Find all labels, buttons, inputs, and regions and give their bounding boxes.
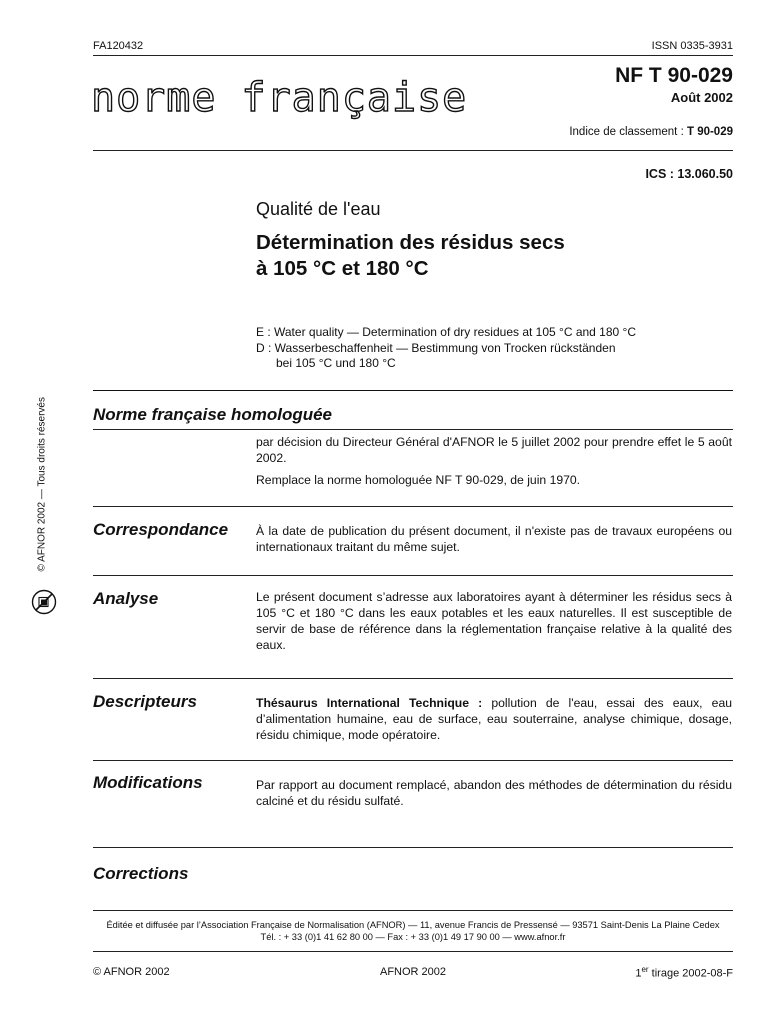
no-copy-stamp-icon	[31, 589, 57, 615]
header-divider	[93, 55, 733, 56]
issn-number: ISSN 0335-3931	[651, 40, 733, 52]
section-divider-3	[93, 575, 733, 576]
print-run-sup: er	[641, 965, 649, 974]
section-title-analyse: Analyse	[93, 589, 159, 608]
document-title-line-2: à 105 °C et 180 °C	[256, 257, 429, 280]
homologuee-decision-text: par décision du Directeur Général d'AFNOR le 5 juillet 2002 pour prendre effet le 5 août 2002.	[256, 435, 732, 465]
print-run	[533, 963, 733, 981]
document-title-line-1: Détermination des résidus secs	[256, 231, 565, 254]
analyse-text: Le présent document s’adresse aux laboratoires ayant à déterminer les résidus secs à 105 °C et 180 °C dans les eaux potables et les eaux naturelles. Il est susceptible de servir de base de référence dans la réglementation française relative à la qualité des eaux.	[256, 590, 732, 652]
footer-copyright: © AFNOR 2002	[93, 966, 170, 978]
section-divider-2	[93, 506, 733, 507]
german-title-line-2: bei 105 °C und 180 °C	[276, 356, 396, 370]
modifications-text: Par rapport au document remplacé, abandon des méthodes de détermination du résidu calciné et du résidu sulfaté.	[256, 778, 732, 808]
section-divider-5	[93, 760, 733, 761]
footer-divider-bottom	[93, 951, 733, 952]
standard-date: Août 2002	[670, 90, 733, 105]
descripteurs-text	[256, 695, 732, 743]
publisher-contact: Tél. : + 33 (0)1 41 62 80 00 — Fax : + 33 (0)1 49 17 90 00 — www.afnor.fr	[260, 932, 566, 942]
descripteurs-keywords: pollution de l'eau, essai des eaux, eau d’alimentation humaine, eau de surface, eau souterraine, analyse chimique, dosage, résidu chimique, mode opératoire.	[256, 696, 732, 742]
standard-number: NF T 90-029	[615, 64, 733, 87]
publisher-address: Éditée et diffusée par l’Association Française de Normalisation (AFNOR) — 11, avenue Francis de Pressensé — 93571 Saint-Denis La Plaine Cedex	[106, 920, 720, 930]
footer-divider-top	[93, 910, 733, 911]
classification-index	[433, 125, 733, 140]
norme-francaise-logo: norme française	[91, 75, 468, 121]
section-title-homologuee: Norme française homologuée	[93, 405, 333, 424]
section-divider-1	[93, 390, 733, 391]
copyright-sidebar: © AFNOR 2002 — Tous droits réservés	[36, 397, 48, 572]
footer-center: AFNOR 2002	[379, 966, 447, 978]
classification-label: Indice de classement :	[569, 126, 684, 138]
classification-value: T 90-029	[686, 126, 733, 138]
section-divider-6	[93, 847, 733, 848]
section-divider-4	[93, 678, 733, 679]
logo-divider	[93, 150, 733, 151]
print-run-text: tirage 2002-08-F	[648, 967, 733, 980]
ics-code: ICS : 13.060.50	[645, 167, 733, 181]
section-title-descripteurs: Descripteurs	[93, 692, 197, 711]
section-title-correspondance: Correspondance	[93, 520, 229, 539]
english-title: E : Water quality — Determination of dry residues at 105 °C and 180 °C	[256, 325, 636, 339]
section-title-modifications: Modifications	[93, 773, 203, 792]
german-title-line-1: D : Wasserbeschaffenheit — Bestimmung von Trocken rückständen	[256, 341, 616, 355]
document-reference: FA120432	[93, 40, 144, 52]
homologuee-replaces-text: Remplace la norme homologuée NF T 90-029, de juin 1970.	[256, 473, 581, 487]
document-subject: Qualité de l'eau	[256, 199, 381, 219]
correspondance-text: À la date de publication du présent document, il n'existe pas de travaux européens ou internationaux traitant du même sujet.	[256, 524, 732, 554]
section-underline-homologuee	[93, 429, 733, 430]
print-run-number: 1	[635, 967, 642, 980]
thesaurus-label: Thésaurus International Technique :	[256, 696, 483, 710]
section-title-corrections: Corrections	[93, 864, 189, 883]
